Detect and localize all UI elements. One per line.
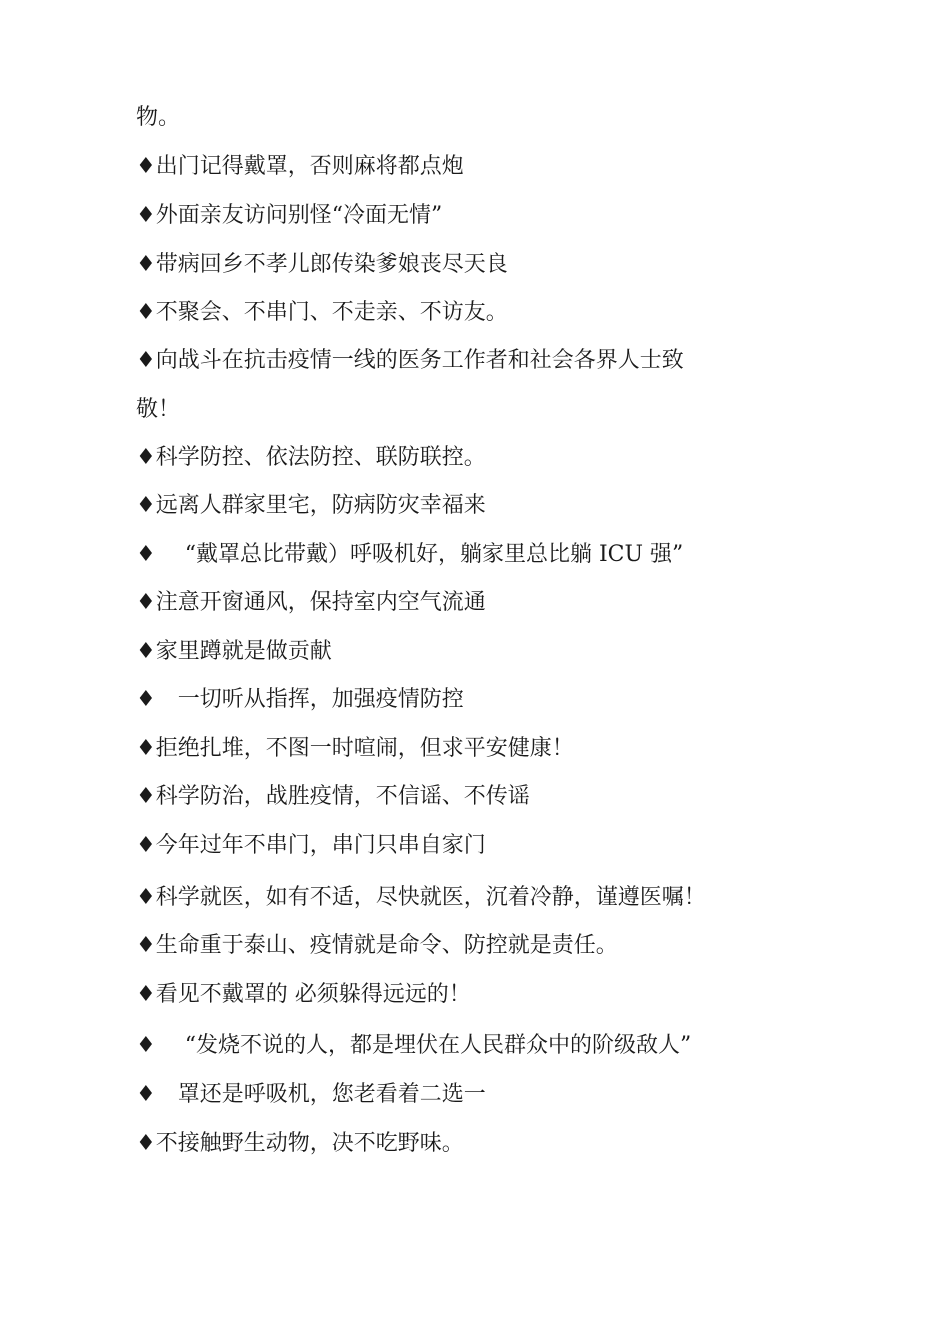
text-line: 物。 xyxy=(136,105,181,130)
text-line: ♦向战斗在抗击疫情一线的医务工作者和社会各界人士致 xyxy=(136,348,684,373)
text-line: ♦外面亲友访问别怪“冷面无情” xyxy=(136,203,443,228)
text-line: ♦拒绝扎堆，不图一时喧闹，但求平安健康！ xyxy=(136,736,574,761)
text-line: ♦带病回乡不孝儿郎传染爹娘丧尽天良 xyxy=(136,252,508,277)
text-line: ♦今年过年不串门，串门只串自家门 xyxy=(136,833,486,858)
text-line: ♦ 一切听从指挥，加强疫情防控 xyxy=(136,687,464,712)
text-line: ♦出门记得戴罩，否则麻将都点炮 xyxy=(136,154,464,179)
text-line: 敬！ xyxy=(136,397,181,422)
text-line: ♦ “发烧不说的人，都是埋伏在人民群众中的阶级敌人” xyxy=(136,1033,692,1058)
text-line: ♦家里蹲就是做贡献 xyxy=(136,639,332,664)
text-line: ♦科学防治，战胜疫情，不信谣、不传谣 xyxy=(136,784,530,809)
text-line: ♦科学就医，如有不适，尽快就医，沉着冷静，谨遵医嘱！ xyxy=(136,885,706,910)
text-line: ♦不聚会、不串门、不走亲、不访友。 xyxy=(136,300,508,325)
text-line: ♦科学防控、依法防控、联防联控。 xyxy=(136,445,486,470)
text-line: ♦不接触野生动物，决不吃野味。 xyxy=(136,1131,464,1156)
text-line: ♦生命重于泰山、疫情就是命令、防控就是责任。 xyxy=(136,933,618,958)
text-line: ♦看见不戴罩的 必须躲得远远的！ xyxy=(136,982,471,1007)
text-line: ♦远离人群家里宅，防病防灾幸福来 xyxy=(136,493,486,518)
text-line: ♦注意开窗通风，保持室内空气流通 xyxy=(136,590,486,615)
text-line: ♦ “戴罩总比带戴）呼吸机好，躺家里总比躺 ICU 强” xyxy=(136,542,684,567)
text-line: ♦ 罩还是呼吸机，您老看着二选一 xyxy=(136,1082,486,1107)
